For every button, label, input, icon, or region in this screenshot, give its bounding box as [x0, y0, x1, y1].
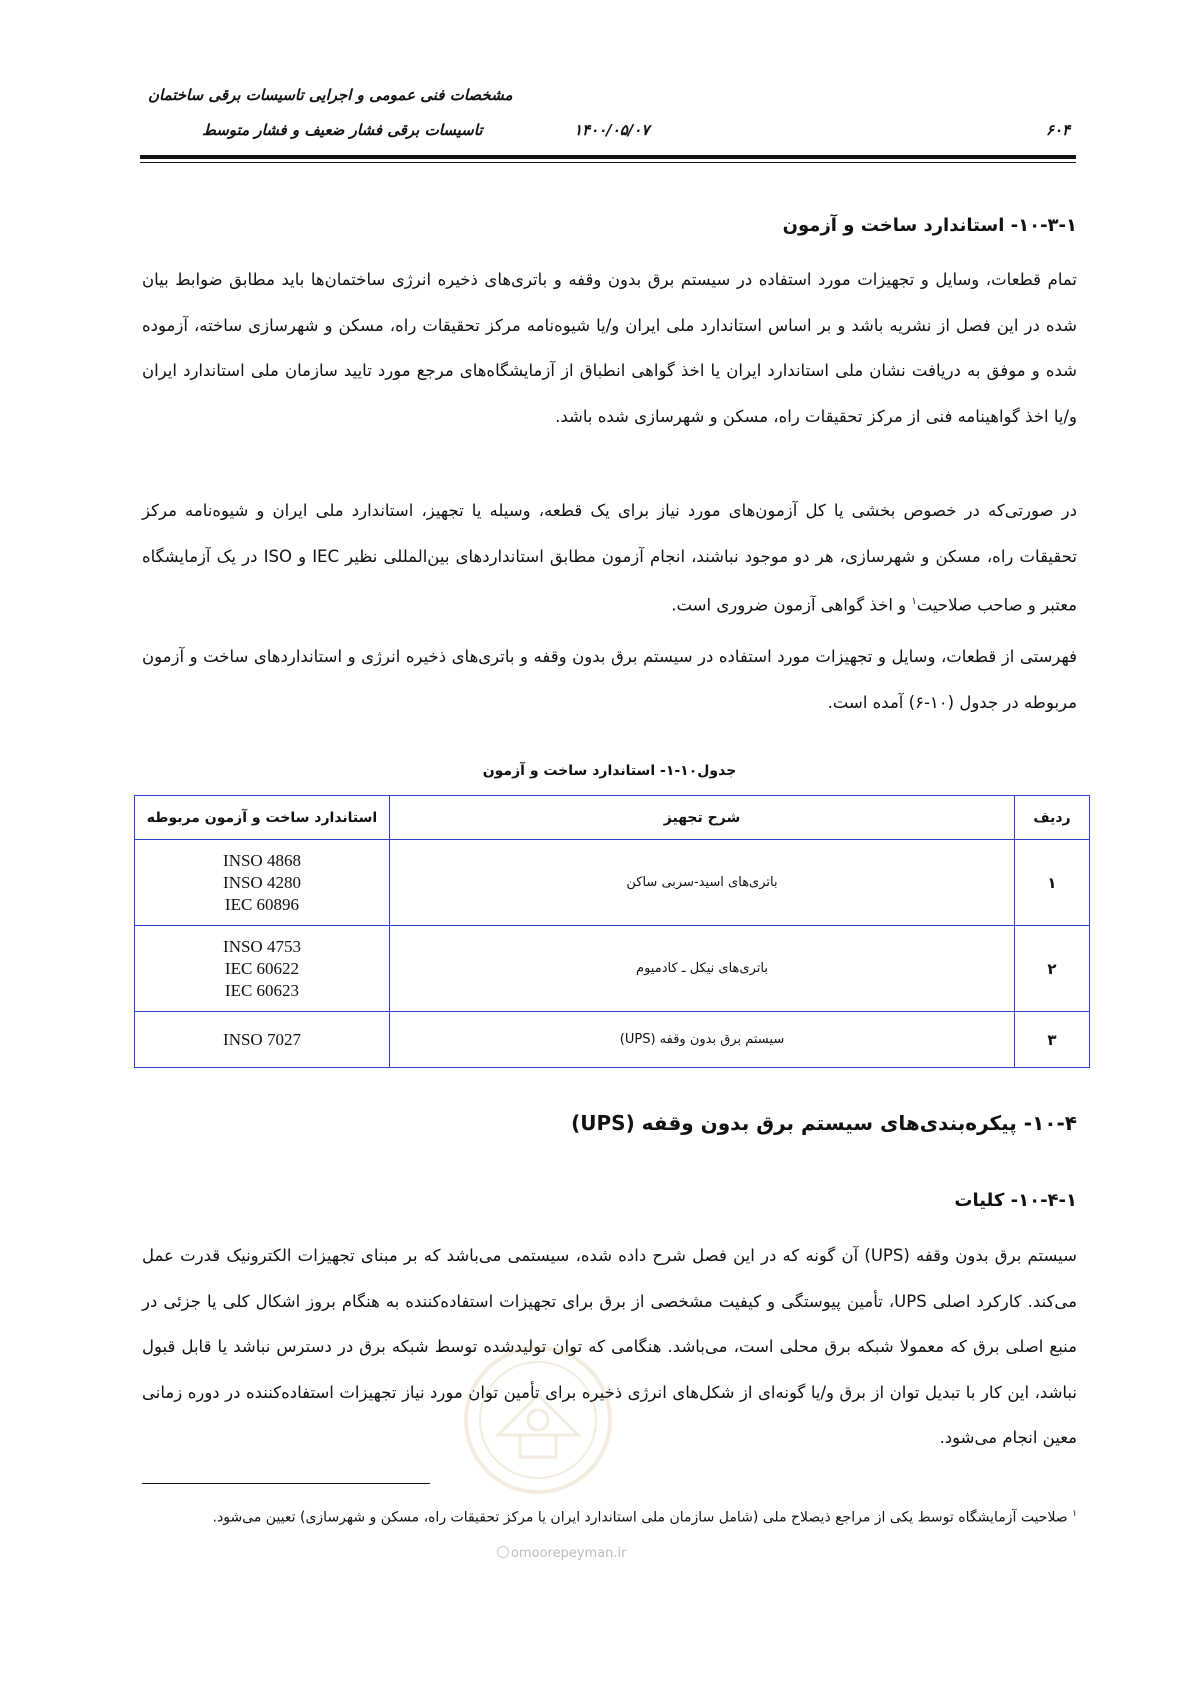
- header-description: شرح تجهیز: [390, 796, 1015, 840]
- standard-code: INSO 7027: [223, 1029, 301, 1049]
- page-header: [140, 86, 1076, 166]
- standard-code: INSO 4280: [223, 872, 301, 892]
- standard-code: IEC 60622: [224, 958, 300, 978]
- row-number: ۳: [1015, 1012, 1090, 1068]
- watermark-logo-icon: [497, 1546, 509, 1558]
- standard-code: INSO 4753: [223, 936, 301, 956]
- paragraph-standards-requirement: تمام قطعات، وسایل و تجهیزات مورد استفاده در سیستم برق بدون وقفه و باتری‌های ذخیره انرژی ساختمان‌ها باید مطابق ضوابط بیان شده در این فصل از نشریه باشد و بر اساس استاندارد ملی ایران و/یا شیوه‌نامه مرکز تحقیقات راه، مسکن و شهرسازی ساخته، آزموده شده و موفق به دریافت نشان ملی استاندارد ایران یا اخذ گواهی انطباق از آزمایشگاه‌های مرجع مورد تایید سازمان ملی استاندارد ایران و/یا اخذ گواهینامه فنی از مرکز تحقیقات راه، مسکن و شهرسازی شده باشد.: [142, 270, 1077, 426]
- document-date: ۱۴۰۰/۰۵/۰۷: [574, 121, 650, 139]
- header-rule-thin: [140, 162, 1076, 163]
- table-row: [135, 1012, 1090, 1068]
- row-description: باتری‌های نیکل ـ کادمیوم: [390, 926, 1015, 1012]
- standard-code: IEC 60896: [224, 894, 300, 914]
- paragraph-table-reference: فهرستی از قطعات، وسایل و تجهیزات مورد استفاده در سیستم برق بدون وقفه و باتری‌های ذخیره انرژی و استانداردهای ساخت و آزمون مربوطه در جدول (۱۰-۶) آمده است.: [142, 647, 1077, 712]
- footnote-reference[interactable]: ۱: [911, 596, 917, 607]
- footnote: [142, 1500, 1077, 1532]
- table-header-row: [135, 796, 1090, 840]
- section-heading-ups-configurations: ۱۰-۴- پیکره‌بندی‌های سیستم برق بدون وقفه (UPS): [571, 1111, 1077, 1135]
- row-standards: [135, 926, 390, 1012]
- paragraph-international-standards: [142, 488, 1077, 628]
- paragraph-ups-general: سیستم برق بدون وقفه (UPS) آن گونه که در این فصل شرح داده شده، سیستمی می‌باشد که بر مبنای تجهیزات الکترونیک قدرت عمل می‌کند. کارکرد اصلی UPS، تأمین پیوستگی و کیفیت مشخصی از برق برای تجهیزات استفاده‌کننده به هنگام بروز اشکال کلی یا جزئی در منبع اصلی برق که معمولا شبکه برق محلی است، می‌باشد. هنگامی که توان تولیدشده توسط شبکه برق در دسترس نباشد یا قابل قبول نباشد، این کار با تبدیل توان از برق و/یا گونه‌ای از شکل‌های انرژی ذخیره برای تأمین توان مورد نیاز تجهیزات استفاده‌کننده در دوره زمانی معین انجام می‌شود.: [142, 1246, 1077, 1447]
- row-standards: [135, 1012, 390, 1068]
- document-subtitle: تاسیسات برقی فشار ضعیف و فشار متوسط: [202, 121, 483, 139]
- row-number: ۲: [1015, 926, 1090, 1012]
- paragraph-international-standards-text: در صورتی‌که در خصوص بخشی یا کل آزمون‌های مورد نیاز برای یک قطعه، وسیله یا تجهیز، استاندارد ملی ایران و شیوه‌نامه مرکز تحقیقات راه، مسکن و شهرسازی، هر دو موجود نباشند، انجام آزمون مطابق استانداردهای بین‌المللی نظیر IEC و ISO در یک آزمایشگاه معتبر و صاحب صلاحیت: [142, 501, 1077, 615]
- footnote-text: صلاحیت آزمایشگاه توسط یکی از مراجع ذیصلاح ملی (شامل سازمان ملی استاندارد ایران یا مرکز تحقیقات راه، مسکن و شهرسازی) تعیین می‌شود.: [212, 1509, 1073, 1526]
- watermark-site: [497, 1546, 626, 1561]
- header-rule-thick: [140, 155, 1076, 159]
- table-row: [135, 926, 1090, 1012]
- document-title: مشخصات فنی عمومی و اجرایی تاسیسات برقی ساختمان: [148, 86, 513, 104]
- standards-table: [134, 795, 1090, 1068]
- table-row: [135, 840, 1090, 926]
- header-row-number: ردیف: [1015, 796, 1090, 840]
- paragraph-international-standards-end: و اخذ گواهی آزمون ضروری است.: [671, 595, 912, 615]
- footnote-marker: ۱: [1072, 1509, 1077, 1519]
- row-description: سیستم برق بدون وقفه (UPS): [390, 1012, 1015, 1068]
- standard-code: INSO 4868: [223, 850, 301, 870]
- watermark-site-text: omoorepeyman.ir: [511, 1546, 627, 1561]
- row-description: باتری‌های اسید-سربی ساکن: [390, 840, 1015, 926]
- page-number: ۶۰۴: [1045, 121, 1070, 139]
- row-standards: [135, 840, 390, 926]
- table-caption: جدول۱۰-۱- استاندارد ساخت و آزمون: [482, 763, 737, 779]
- standard-code: IEC 60623: [224, 980, 300, 1000]
- row-number: ۱: [1015, 840, 1090, 926]
- footnote-divider: [142, 1483, 430, 1484]
- section-heading-general: ۱۰-۴-۱- کلیات: [954, 1190, 1077, 1211]
- section-heading-standard: ۱۰-۳-۱- استاندارد ساخت و آزمون: [782, 215, 1077, 236]
- watermark-seal-icon: [458, 1340, 618, 1500]
- header-standard: استاندارد ساخت و آزمون مربوطه: [135, 796, 390, 840]
